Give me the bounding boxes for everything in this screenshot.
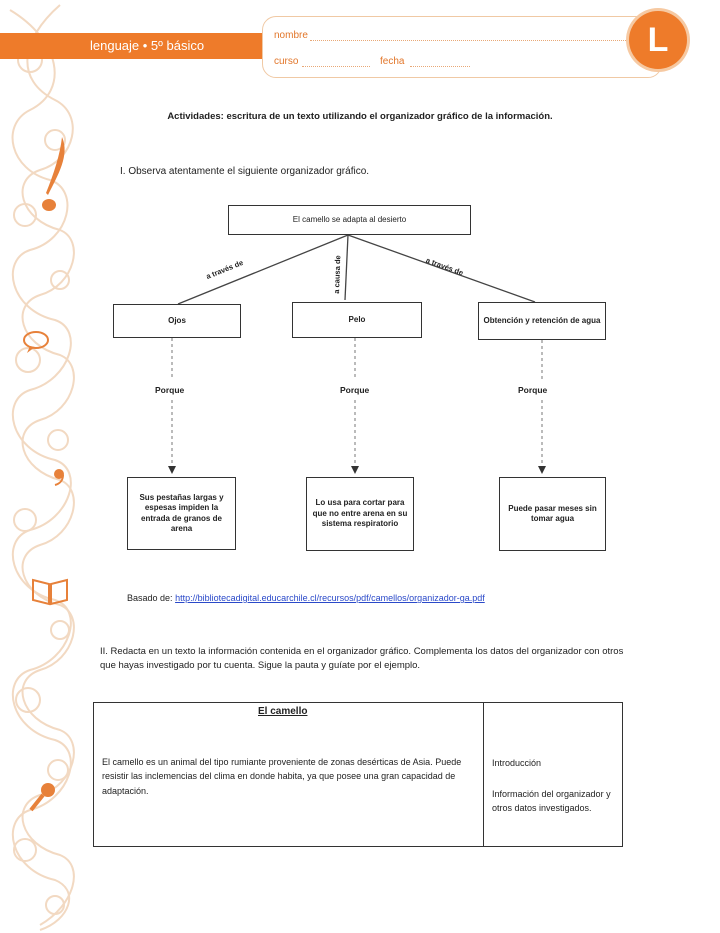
source-line (127, 593, 485, 603)
date-field-label: fecha (380, 56, 405, 67)
example-side-note: Información del organizador y otros datos investigados. (492, 789, 611, 813)
source-label: Basado de: (127, 593, 173, 603)
example-side-label: Introducción (492, 758, 542, 768)
instruction-1: I. Observa atentamente el siguiente organizador gráfico. (120, 166, 370, 177)
activity-title: Actividades: escritura de un texto utilizando el organizador gráfico de la información. (167, 111, 553, 122)
source-link[interactable]: http://bibliotecadigital.educarchile.cl/recursos/pdf/camellos/organizador-ga.pdf (175, 593, 485, 603)
organizer-node-pelo: Pelo (292, 302, 422, 338)
instruction-2: II. Redacta en un texto la información contenida en el organizador gráfico. Complementa los datos del organizador con otros que hayas investigado por tu cuenta. Sigue la pauta y guíate por el ejemplo. (100, 646, 624, 672)
organizer-detail-ojos: Sus pestañas largas y espesas impiden la entrada de granos de arena (127, 477, 236, 550)
organizer-node-ojos: Ojos (113, 304, 241, 338)
name-field-label: nombre (274, 30, 308, 41)
edge-label-2: a causa de (332, 255, 343, 294)
subject-badge: L (629, 11, 687, 69)
connector-porque-1: Porque (155, 385, 185, 395)
example-title: El camello (258, 706, 308, 717)
example-table-divider (483, 702, 484, 847)
edge-label-3: a través de (424, 255, 465, 278)
edge-label-1: a través de (204, 257, 245, 282)
connector-porque-2: Porque (340, 385, 370, 395)
organizer-node-agua: Obtención y retención de agua (478, 302, 606, 340)
connector-porque-3: Porque (518, 385, 548, 395)
organizer-detail-pelo: Lo usa para cortar para que no entre arena en su sistema respiratorio (306, 477, 414, 551)
organizer-detail-agua: Puede pasar meses sin tomar agua (499, 477, 606, 551)
subject-label: lenguaje • 5º básico (90, 38, 205, 53)
course-field-label: curso (274, 56, 299, 67)
example-text: El camello es un animal del tipo rumiante proveniente de zonas desérticas de Asia. Puede resistir las inclemencias del clima en donde habita, ya que posee una gran capacidad de adaptación. (102, 757, 462, 796)
organizer-root: El camello se adapta al desierto (228, 205, 471, 235)
